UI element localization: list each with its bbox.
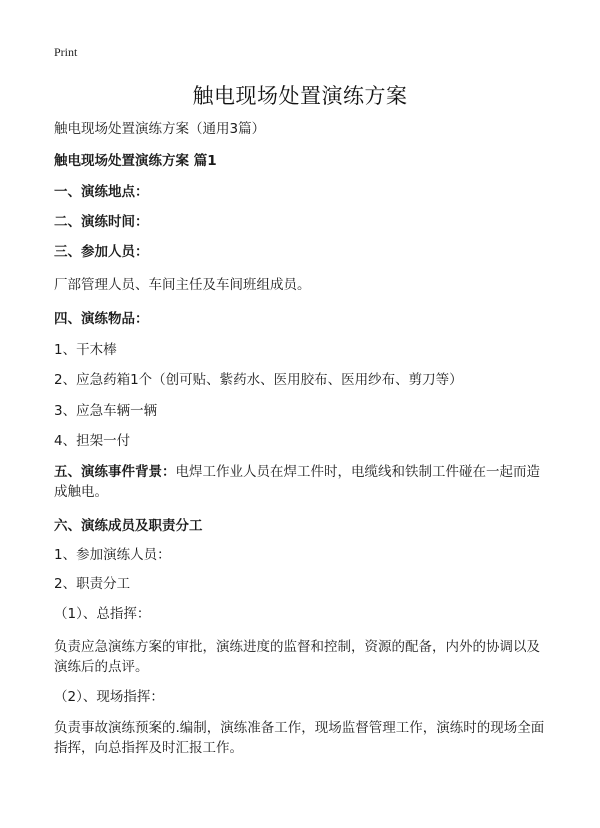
- background-paragraph: [54, 462, 548, 502]
- site-commander-text: 负责事故演练预案的.编制，演练准备工作，现场监督管理工作，演练时的现场全面指挥，向总指挥及时汇报工作。: [54, 720, 545, 756]
- roles-item-1: 1、参加演练人员：: [54, 547, 171, 563]
- heading-background: 五、演练事件背景：: [54, 464, 176, 480]
- heading-supplies: 四、演练物品：: [54, 311, 149, 327]
- heading-location: 一、演练地点：: [54, 184, 149, 200]
- supply-item-2: 2、应急药箱1个（创可贴、紫药水、医用胶布、医用纱布、剪刀等）: [54, 372, 463, 388]
- supply-item-4: 4、担架一付: [54, 433, 131, 449]
- commander-text: 负责应急演练方案的审批，演练进度的监督和控制，资源的配备，内外的协调以及演练后的点评。: [54, 639, 540, 675]
- heading-roles: 六、演练成员及职责分工: [54, 518, 203, 534]
- print-label: Print: [54, 45, 78, 59]
- heading-commander: （1）、总指挥：: [54, 606, 151, 622]
- document-title: 触电现场处置演练方案: [192, 84, 408, 108]
- roles-item-2: 2、职责分工: [54, 576, 131, 592]
- supply-item-3: 3、应急车辆一辆: [54, 403, 158, 419]
- document-subtitle: 触电现场处置演练方案（通用3篇）: [54, 121, 266, 137]
- heading-participants: 三、参加人员：: [54, 244, 149, 260]
- heading-site-commander: （2）、现场指挥：: [54, 689, 164, 705]
- background-text: 电焊工作业人员在焊工件时，电缆线和铁制工件碰在一起而造成触电。: [54, 464, 540, 500]
- supply-item-1: 1、干木棒: [54, 342, 117, 358]
- heading-time: 二、演练时间：: [54, 214, 149, 230]
- section-heading: 触电现场处置演练方案 篇1: [54, 153, 217, 169]
- participants-text: 厂部管理人员、车间主任及车间班组成员。: [54, 277, 311, 293]
